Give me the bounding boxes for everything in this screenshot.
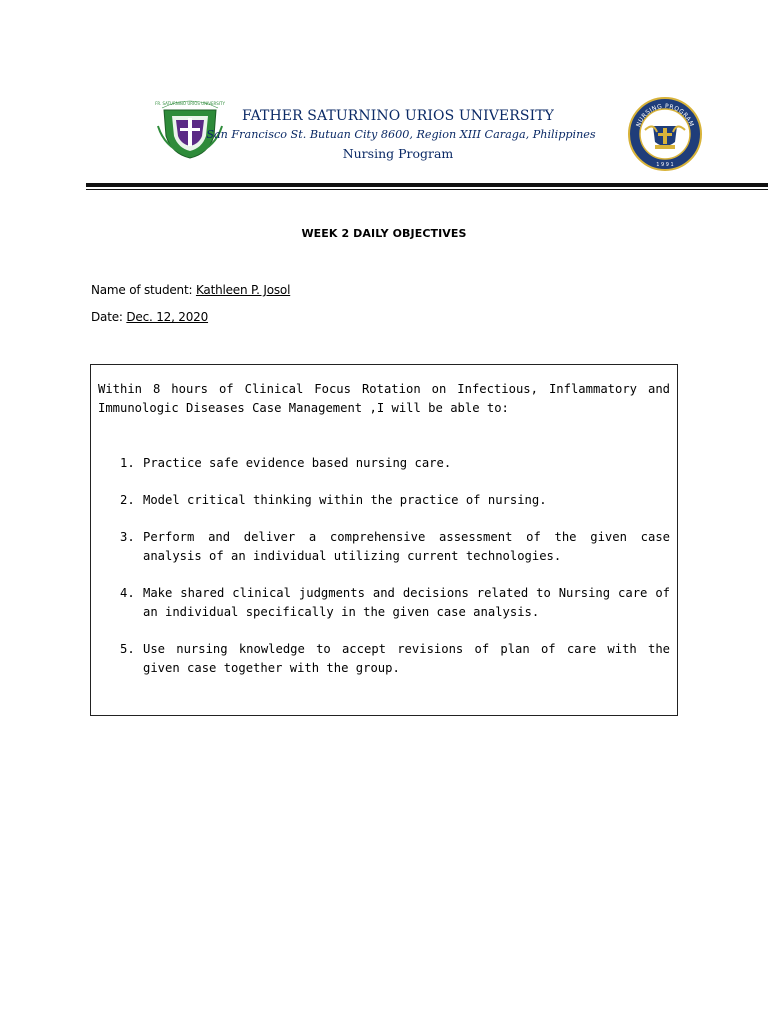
header-divider-thin (86, 189, 768, 190)
objective-text: Model critical thinking within the practice of nursing. (143, 493, 547, 507)
objective-number: 5. (120, 642, 135, 656)
objectives-list (98, 454, 670, 696)
nursing-program-seal-logo (627, 96, 703, 172)
document-title: WEEK 2 DAILY OBJECTIVES (301, 227, 467, 240)
objective-text: Use nursing knowledge to accept revisions of plan of care with the given case together with the group. (143, 642, 670, 675)
date-value: Dec. 12, 2020 (126, 310, 209, 324)
objective-item (98, 640, 670, 678)
objective-number: 2. (120, 493, 135, 507)
student-name-label: Name of student: (91, 283, 193, 297)
seal-ring-text: NURSING PROGRAM (635, 102, 695, 128)
objective-item (98, 491, 670, 510)
objective-item (98, 454, 670, 473)
objective-text: Perform and deliver a comprehensive assessment of the given case analysis of an individual utilizing current technologies. (143, 530, 670, 563)
objective-number: 3. (120, 530, 135, 544)
date-field (91, 310, 208, 324)
objectives-box (90, 364, 678, 716)
objective-text: Make shared clinical judgments and decisions related to Nursing care of an individual specifically in the given case analysis. (143, 586, 670, 619)
university-address: San Francisco St. Butuan City 8600, Region XIII Caraga, Philippines (206, 128, 596, 141)
date-label: Date: (91, 310, 123, 324)
header-divider-thick (86, 183, 768, 187)
university-name: FATHER SATURNINO URIOS UNIVERSITY (241, 108, 554, 124)
student-name-field (91, 283, 290, 297)
objectives-intro: Within 8 hours of Clinical Focus Rotation on Infectious, Inflammatory and Immunologic Diseases Case Management ,I will be able to: (98, 382, 670, 415)
program-name: Nursing Program (342, 146, 454, 161)
objective-number: 1. (120, 456, 135, 470)
objective-item (98, 528, 670, 566)
student-name-value: Kathleen P. Josol (195, 283, 291, 297)
objective-number: 4. (120, 586, 135, 600)
seal-arc-text: FR. SATURNINO URIOS UNIVERSITY (155, 101, 225, 106)
objective-text: Practice safe evidence based nursing care. (143, 456, 452, 470)
objective-item (98, 584, 670, 622)
seal-year-text: 1 9 9 1 (656, 162, 674, 168)
